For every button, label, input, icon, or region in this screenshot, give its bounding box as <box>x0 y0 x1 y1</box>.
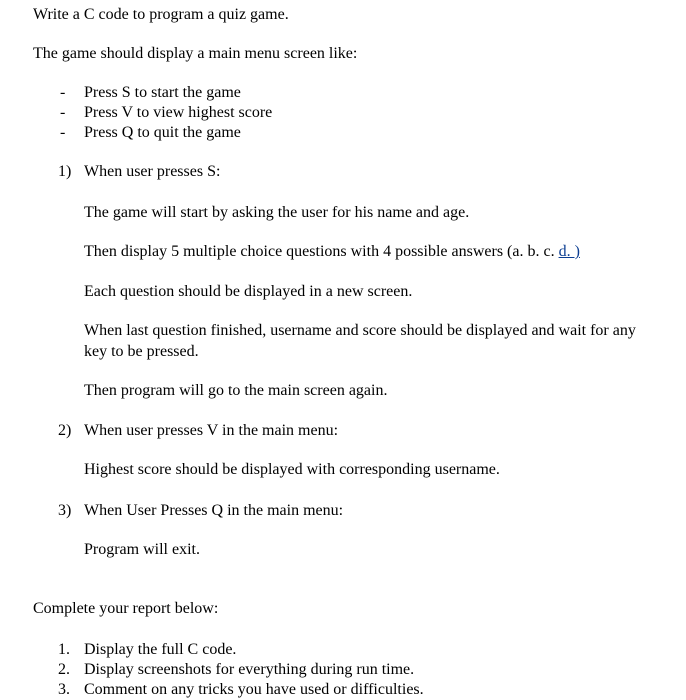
paragraph: Highest score should be displayed with corresponding username. <box>84 461 500 478</box>
paragraph: The game will start by asking the user for his name and age. <box>84 204 470 221</box>
report-item: Comment on any tricks you have used or difficulties. <box>84 681 424 698</box>
menu-item-quit: Press Q to quit the game <box>84 124 241 141</box>
report-intro: Complete your report below: <box>33 600 219 617</box>
report-item: Display the full C code. <box>84 641 237 658</box>
menu-item-view: Press V to view highest score <box>84 104 273 121</box>
section-heading: When User Presses Q in the main menu: <box>84 502 344 519</box>
paragraph <box>84 243 580 261</box>
section-heading: When user presses S: <box>84 163 221 180</box>
section-number: 1) <box>58 163 72 180</box>
paragraph: Each question should be displayed in a new screen. <box>84 283 413 300</box>
document-title: Write a C code to program a quiz game. <box>33 6 289 23</box>
section-number: 3) <box>58 502 72 519</box>
report-item-number: 2. <box>58 661 70 678</box>
underlined-text: d. ) <box>558 243 580 260</box>
section-number: 2) <box>58 422 72 439</box>
paragraph-text: Then display 5 multiple choice questions with 4 possible answers (a. b. c. <box>84 243 559 260</box>
paragraph-continuation: key to be pressed. <box>84 343 199 360</box>
paragraph: Program will exit. <box>84 541 200 558</box>
paragraph: When last question finished, username and score should be displayed and wait for any <box>84 322 636 339</box>
report-item-number: 3. <box>58 681 70 698</box>
report-item-number: 1. <box>58 641 70 658</box>
bullet-dash: - <box>60 124 66 141</box>
bullet-dash: - <box>60 104 66 121</box>
report-item: Display screenshots for everything during run time. <box>84 661 415 678</box>
intro-text: The game should display a main menu screen like: <box>33 45 358 62</box>
section-heading: When user presses V in the main menu: <box>84 422 339 439</box>
paragraph: Then program will go to the main screen again. <box>84 382 388 399</box>
menu-item-start: Press S to start the game <box>84 84 241 101</box>
bullet-dash: - <box>60 84 66 101</box>
